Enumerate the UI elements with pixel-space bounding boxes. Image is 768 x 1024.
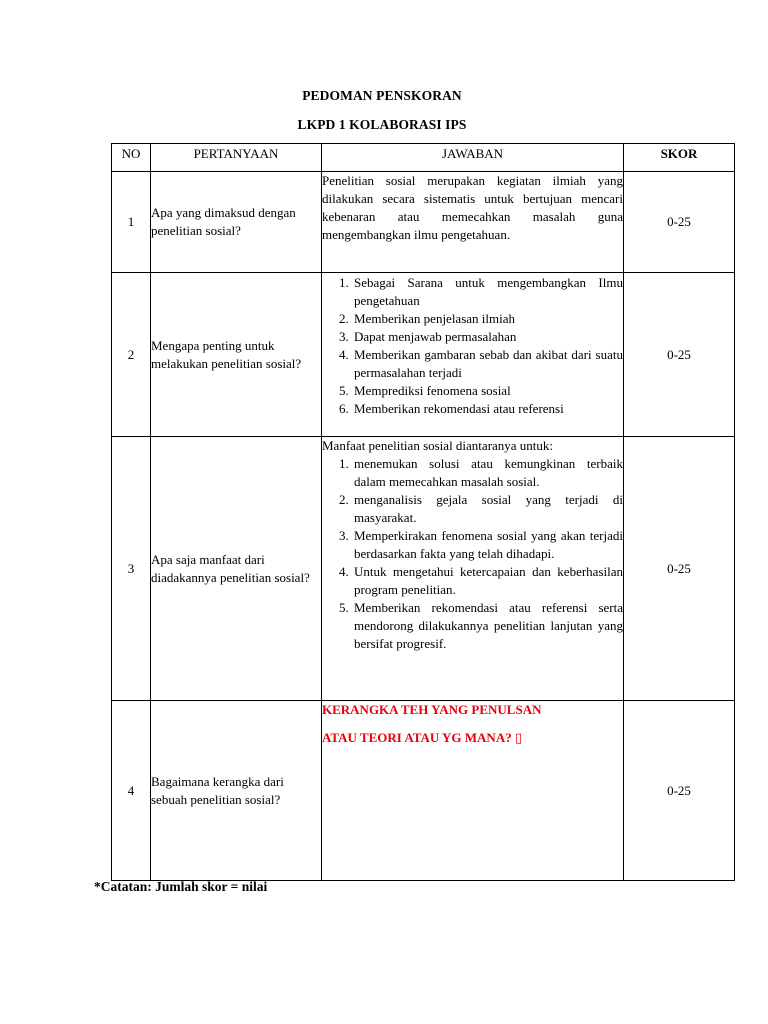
answer-cell [322,701,624,881]
list-item: 2. menganalisis gejala sosial yang terjadi di masyarakat. [352,491,623,527]
answer-cell [322,437,624,701]
score-cell: 0-25 [624,273,735,437]
list-item: 2. Memberikan penjelasan ilmiah [352,310,623,328]
row-number: 1 [112,172,151,273]
answer-list [322,455,623,653]
list-item: 5. Memberikan rekomendasi atau referensi serta mendorong dilakukannya penelitian lanjutan yang bersifat progresif. [352,599,623,653]
row-number: 4 [112,701,151,881]
column-header-question: PERTANYAAN [151,144,322,172]
list-item: 5. Memprediksi fenomena sosial [352,382,623,400]
list-item: 4. Untuk mengetahui ketercapaian dan keberhasilan program penelitian. [352,563,623,599]
score-cell: 0-25 [624,701,735,881]
answer-list [322,274,623,418]
document-title: PEDOMAN PENSKORAN [302,88,462,103]
question-cell: Apa saja manfaat dari diadakannya penelitian sosial? [151,437,322,701]
list-item: 4. Memberikan gambaran sebab dan akibat dari suatu permasalahan terjadi [352,346,623,382]
document-subtitle: LKPD 1 KOLABORASI IPS [297,117,467,132]
answer-comment-line: ATAU TEORI ATAU YG MANA? ▯ [322,730,523,745]
scoring-table [111,143,735,881]
table-row [112,172,735,273]
score-cell: 0-25 [624,172,735,273]
table-row [112,437,735,701]
row-number: 2 [112,273,151,437]
question-cell: Bagaimana kerangka dari sebuah penelitian sosial? [151,701,322,881]
list-item: 3. Dapat menjawab permasalahan [352,328,623,346]
answer-paragraph: Penelitian sosial merupakan kegiatan ilmiah yang dilakukan secara sistematis untuk bertujuan mencari kebenaran atau memecahkan masalah guna mengembangkan ilmu pengetahuan. [322,173,623,242]
answer-cell [322,273,624,437]
list-item: 6. Memberikan rekomendasi atau referensi [352,400,623,418]
table-header-row [112,144,735,172]
score-cell: 0-25 [624,437,735,701]
list-item: 3. Memperkirakan fenomena sosial yang akan terjadi berdasarkan fakta yang telah dihadapi. [352,527,623,563]
question-cell: Mengapa penting untuk melakukan penelitian sosial? [151,273,322,437]
column-header-answer: JAWABAN [322,144,624,172]
table-row [112,701,735,881]
answer-comment-line: KERANGKA TEH YANG PENULSAN [322,702,542,717]
list-item: 1. Sebagai Sarana untuk mengembangkan Ilmu pengetahuan [352,274,623,310]
column-header-no: NO [112,144,151,172]
column-header-score: SKOR [624,144,735,172]
answer-cell [322,172,624,273]
answer-intro: Manfaat penelitian sosial diantaranya untuk: [322,438,554,453]
list-item: 1. menemukan solusi atau kemungkinan terbaik dalam memecahkan masalah sosial. [352,455,623,491]
table-row [112,273,735,437]
footer-note: *Catatan: Jumlah skor = nilai [94,879,268,894]
question-cell: Apa yang dimaksud dengan penelitian sosial? [151,172,322,273]
row-number: 3 [112,437,151,701]
